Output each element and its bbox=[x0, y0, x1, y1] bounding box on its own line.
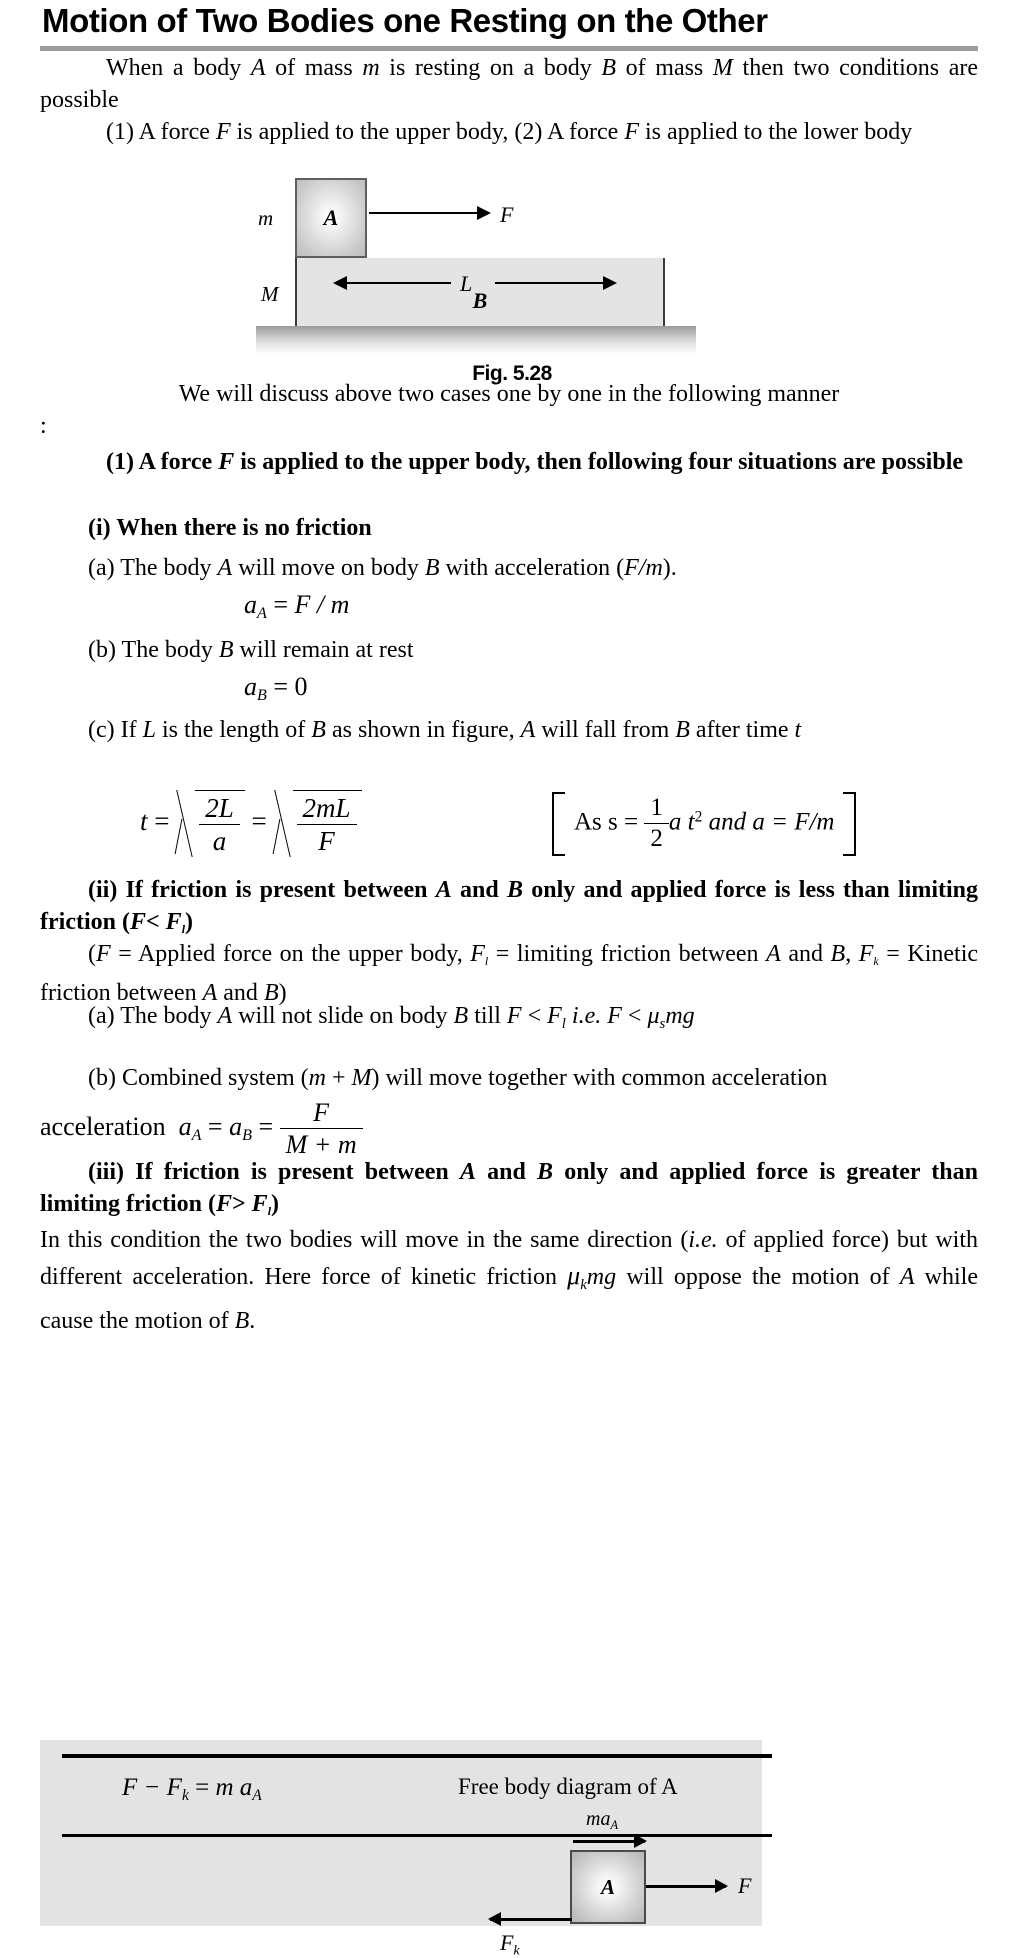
para-iii-mg: mg bbox=[586, 1264, 617, 1290]
fbd-ma-label bbox=[586, 1808, 618, 1833]
defs-t6: = limiting friction between bbox=[488, 941, 767, 967]
case-1-var-F: F bbox=[218, 449, 235, 475]
eq-aB-lhs: a bbox=[244, 672, 257, 701]
sub-ii-number: (ii) bbox=[88, 877, 118, 903]
item-a1-t1: The body bbox=[114, 555, 218, 581]
equation-time-note bbox=[552, 792, 856, 856]
item-c1-t5: as shown in figure, bbox=[325, 717, 521, 743]
sub-ii-sub-l: l bbox=[181, 922, 186, 937]
sub-iii-sub-l: l bbox=[267, 1204, 272, 1219]
defs-t15: and bbox=[217, 980, 264, 1007]
figure-block-a-label: A bbox=[323, 205, 339, 230]
intro-var-A: A bbox=[250, 55, 266, 81]
sub-i-number: (i) bbox=[88, 515, 111, 541]
eq-aA-lhs: a bbox=[244, 590, 257, 619]
para-iii-t3: of applied force) but with different acceleration. Here force of kinetic friction bbox=[40, 1227, 978, 1290]
after-figure-line-2: : bbox=[40, 413, 47, 439]
equation-a-A bbox=[244, 590, 349, 623]
item-a2-mu: μ bbox=[647, 1003, 660, 1029]
item-a1-t5: with acceleration ( bbox=[439, 555, 625, 581]
item-c1-number: (c) bbox=[88, 717, 115, 743]
item-a2-number: (a) bbox=[88, 1003, 115, 1029]
eq-time-num-1: 2L bbox=[199, 793, 240, 825]
note-num: 1 bbox=[644, 794, 669, 824]
paragraph-iii bbox=[40, 1222, 978, 1339]
sub-ii-t7: < bbox=[145, 909, 166, 935]
defs-var-B2: B bbox=[263, 980, 279, 1007]
figure-length-label: L bbox=[460, 271, 473, 296]
sqrt-1 bbox=[176, 790, 245, 857]
defs-var-F1: F bbox=[96, 941, 111, 967]
para-iii-t7: will oppose the motion of bbox=[616, 1264, 900, 1290]
figure-5-28 bbox=[250, 178, 690, 348]
case-list-text-3: is applied to the lower body bbox=[639, 119, 913, 145]
item-a2-t7: < bbox=[521, 1003, 548, 1029]
eq-time-den-2: F bbox=[318, 826, 335, 857]
para-iii-var-B: B bbox=[234, 1307, 250, 1334]
sub-iii-var-F1: F bbox=[215, 1191, 232, 1217]
item-c1-t9: after time bbox=[689, 717, 795, 743]
sub-i-heading bbox=[40, 512, 978, 544]
fbd-eq-minus: − bbox=[137, 1774, 167, 1801]
fbd-eq-rhs: m a bbox=[215, 1774, 253, 1801]
case-list-text-1: (1) A force bbox=[106, 119, 216, 145]
sub-iii-t1: If friction is present between bbox=[124, 1159, 460, 1185]
sub-ii-t1: If friction is present between bbox=[117, 877, 436, 903]
eq-common-rel-1: = bbox=[201, 1112, 230, 1142]
item-a2-ie: i.e. bbox=[565, 1003, 602, 1029]
fbd-ma-arrow-icon bbox=[573, 1840, 645, 1843]
figure-caption: Fig. 5.28 bbox=[472, 362, 552, 385]
item-a2-var-A: A bbox=[217, 1003, 233, 1029]
figure-force-label: F bbox=[500, 202, 514, 227]
sub-iii-var-F2: F bbox=[251, 1191, 268, 1217]
eq-common-a2-sub: B bbox=[242, 1127, 252, 1145]
intro-paragraph-1 bbox=[40, 52, 978, 116]
case-1-text-1: A force bbox=[133, 449, 219, 475]
eq-time-den-1: a bbox=[212, 826, 227, 857]
note-mid: a t bbox=[668, 808, 695, 836]
para-iii-t1: In this condition the two bodies will move in the same direction ( bbox=[40, 1227, 689, 1253]
fbd-friction-label bbox=[500, 1930, 520, 1958]
sub-iii-var-A: A bbox=[459, 1159, 476, 1185]
eq-aA-rhs: F / m bbox=[294, 590, 350, 619]
force-arrow-icon bbox=[369, 212, 489, 214]
intro-text-3: is resting on a body bbox=[379, 55, 602, 81]
fbd-equation bbox=[122, 1774, 262, 1805]
eq-common-den: M + m bbox=[285, 1129, 357, 1159]
item-a2-F3: F bbox=[601, 1003, 622, 1029]
sub-iii-t3: and bbox=[475, 1159, 538, 1185]
item-a2-sub-s: s bbox=[659, 1015, 666, 1032]
item-b2-var-m: m bbox=[308, 1065, 326, 1091]
fbd-eq-F: F bbox=[122, 1774, 138, 1801]
fbd-ma-sub: A bbox=[610, 1817, 619, 1832]
item-c1-var-L: L bbox=[142, 717, 156, 743]
item-c1-var-B1: B bbox=[311, 717, 326, 743]
item-a1-var-A: A bbox=[217, 555, 233, 581]
item-a1-t3: will move on body bbox=[232, 555, 425, 581]
fbd-force-label: F bbox=[738, 1873, 752, 1898]
sub-ii-t5: only and applied force is less than limiting friction ( bbox=[40, 877, 978, 935]
defs-t10: , bbox=[845, 941, 859, 967]
intro-text-4: of mass bbox=[616, 55, 713, 81]
item-a2-var-F2: F bbox=[547, 1003, 562, 1029]
item-c1-var-B2: B bbox=[675, 717, 690, 743]
eq-time-rel-2: = bbox=[244, 805, 274, 836]
note-half-fraction bbox=[644, 794, 669, 854]
item-b2-t3: + bbox=[325, 1065, 352, 1091]
defs-t3: = Applied force on the upper body, bbox=[110, 941, 471, 967]
item-c1-t7: will fall from bbox=[535, 717, 676, 743]
eq-common-a1-sub: A bbox=[191, 1127, 202, 1145]
para-iii-sub-k: k bbox=[580, 1276, 587, 1293]
fbd-force-arrow-icon bbox=[646, 1885, 726, 1888]
fbd-block-a-label: A bbox=[600, 1874, 615, 1899]
figure-ground-surface bbox=[256, 326, 696, 354]
fbd-friction-text: F bbox=[500, 1930, 514, 1955]
item-a1-expr: F/m bbox=[624, 555, 663, 581]
length-arrow-left-icon bbox=[335, 282, 451, 284]
intro-paragraph-2 bbox=[40, 116, 978, 148]
eq-common-a2: a bbox=[229, 1112, 243, 1142]
item-a1-var-B: B bbox=[424, 555, 440, 581]
equation-time bbox=[140, 790, 362, 857]
defs-var-A2: A bbox=[202, 980, 218, 1007]
figure-block-b bbox=[295, 258, 665, 328]
sub-ii-var-B: B bbox=[506, 877, 523, 903]
item-c1-var-t: t bbox=[794, 717, 802, 743]
item-a1 bbox=[40, 552, 978, 584]
note-post: and a = F/m bbox=[702, 808, 835, 836]
fbd-eq-Fk-sub: k bbox=[181, 1786, 189, 1804]
equation-a-B bbox=[244, 672, 308, 705]
defs-var-B1: B bbox=[830, 941, 846, 967]
item-b2-t1: Combined system ( bbox=[115, 1065, 309, 1091]
item-b1-var-B: B bbox=[218, 637, 234, 663]
item-b1 bbox=[40, 634, 978, 666]
defs-t17: ) bbox=[278, 980, 287, 1007]
fbd-eq-rhs-sub: A bbox=[252, 1786, 262, 1804]
intro-text-2: of mass bbox=[265, 55, 363, 81]
item-a2-mg: mg bbox=[665, 1003, 695, 1029]
item-a2-var-F1: F bbox=[506, 1003, 522, 1029]
item-b1-t3: will remain at rest bbox=[233, 637, 414, 663]
case-var-F1: F bbox=[215, 119, 231, 145]
note-pre: As s = bbox=[574, 808, 645, 836]
sub-ii-t3: and bbox=[451, 877, 507, 903]
sub-iii-var-B: B bbox=[537, 1159, 554, 1185]
item-b2-number: (b) bbox=[88, 1065, 116, 1091]
item-a2-var-B: B bbox=[453, 1003, 469, 1029]
bracket-note bbox=[552, 792, 856, 856]
intro-var-M: M bbox=[712, 55, 733, 81]
note-sup: 2 bbox=[694, 808, 703, 826]
item-b1-t1: The body bbox=[115, 637, 219, 663]
figure-label-M: M bbox=[261, 282, 279, 306]
item-b2-t5: ) will move together with common acceleration bbox=[371, 1065, 828, 1091]
item-a2-t5: till bbox=[468, 1003, 507, 1029]
item-a2-t1: The body bbox=[114, 1003, 218, 1029]
intro-var-B: B bbox=[601, 55, 617, 81]
eq-common-rel-2: = bbox=[251, 1112, 280, 1142]
sub-iii-t10: ) bbox=[271, 1191, 280, 1217]
figure-label-m: m bbox=[258, 206, 274, 230]
fbd-eq-rel: = bbox=[188, 1774, 216, 1801]
para-iii-var-A: A bbox=[899, 1264, 915, 1290]
length-arrow-right-icon bbox=[495, 282, 615, 284]
defs-var-A1: A bbox=[766, 941, 781, 967]
case-1-text-2: is applied to the upper body, then following four situations are possible bbox=[234, 449, 964, 475]
eq-time-num-2: 2mL bbox=[297, 793, 357, 825]
eq-time-lhs: t bbox=[140, 805, 148, 836]
para-iii-mu: μ bbox=[567, 1261, 581, 1290]
fbd-middle-rule bbox=[62, 1834, 772, 1837]
fbd-block-a bbox=[570, 1850, 646, 1924]
para-iii-t11: . bbox=[249, 1307, 256, 1334]
sub-ii-heading bbox=[40, 874, 978, 945]
item-a1-number: (a) bbox=[88, 555, 115, 581]
fbd-ma-text: ma bbox=[586, 1808, 611, 1830]
eq-aA-rel: = bbox=[266, 590, 295, 619]
case-1-heading bbox=[40, 446, 978, 478]
defs-sub-l: l bbox=[484, 954, 489, 969]
case-list-text-2: is applied to the upper body, (2) A force bbox=[230, 119, 625, 145]
defs-var-F3: F bbox=[858, 941, 874, 967]
eq-aB-sub: B bbox=[257, 687, 267, 705]
fbd-friction-arrow-icon bbox=[490, 1918, 572, 1921]
case-1-number: (1) bbox=[106, 449, 134, 475]
item-a2-t12: < bbox=[621, 1003, 648, 1029]
fbd-top-rule bbox=[62, 1754, 772, 1758]
sub-iii-number: (iii) bbox=[88, 1159, 124, 1185]
sub-iii-t7: > bbox=[231, 1191, 252, 1217]
item-a2 bbox=[40, 1000, 978, 1040]
item-c1-var-A: A bbox=[520, 717, 536, 743]
item-b1-number: (b) bbox=[88, 637, 116, 663]
item-a1-t7: ). bbox=[662, 555, 677, 581]
eq-common-fraction bbox=[280, 1098, 363, 1160]
note-den: 2 bbox=[650, 824, 663, 852]
eq-aA-sub: A bbox=[257, 605, 267, 623]
intro-var-m: m bbox=[362, 55, 380, 81]
sub-ii-var-F2: F bbox=[165, 909, 182, 935]
friction-definitions bbox=[40, 938, 978, 1009]
fbd-caption: Free body diagram of A bbox=[458, 1774, 678, 1799]
para-iii-ie: i.e. bbox=[688, 1227, 718, 1253]
defs-sub-k: k bbox=[873, 954, 879, 969]
figure-block-a bbox=[295, 178, 367, 258]
item-b2 bbox=[40, 1062, 978, 1094]
equation-common-acceleration: acceleration $a_A = a_B$ = $\frac{F}{M + m}$ bbox=[40, 1098, 363, 1160]
item-a2-sub-l: l bbox=[561, 1015, 566, 1032]
page-title: Motion of Two Bodies one Resting on the Other bbox=[42, 2, 768, 39]
eq-common-num: F bbox=[280, 1098, 363, 1129]
sub-ii-var-F1: F bbox=[129, 909, 146, 935]
eq-common-a1: a bbox=[178, 1112, 192, 1142]
sub-iii-heading bbox=[40, 1156, 978, 1227]
item-b2-var-M: M bbox=[351, 1065, 372, 1091]
eq-aB-rel: = 0 bbox=[266, 672, 308, 701]
case-var-F2: F bbox=[624, 119, 639, 145]
intro-text-5: then two conditions are possible bbox=[40, 55, 978, 113]
defs-t1: ( bbox=[88, 941, 96, 967]
fbd-eq-Fk: F bbox=[166, 1774, 182, 1801]
fbd-friction-sub: k bbox=[513, 1942, 520, 1958]
free-body-diagram-panel bbox=[40, 1740, 762, 1958]
eq-time-rel-1: = bbox=[147, 805, 177, 836]
title-divider bbox=[40, 46, 978, 51]
item-c1-t1: If bbox=[114, 717, 143, 743]
sqrt-2 bbox=[274, 790, 362, 857]
sub-ii-t10: ) bbox=[185, 909, 194, 935]
defs-t8: and bbox=[780, 941, 831, 967]
para-iii-t9: while cause the motion of bbox=[40, 1264, 978, 1334]
item-a2-t3: will not slide on body bbox=[232, 1003, 454, 1029]
item-c1 bbox=[40, 714, 978, 746]
after-figure-line-1: We will discuss above two cases one by one in the following manner bbox=[178, 381, 840, 407]
sub-iii-t5: only and applied force is greater than limiting friction ( bbox=[40, 1159, 978, 1217]
figure-block-b-label: B bbox=[472, 288, 488, 313]
sub-ii-var-A: A bbox=[435, 877, 452, 903]
defs-var-F2: F bbox=[470, 941, 485, 967]
intro-text-1: When a body bbox=[106, 55, 251, 81]
item-c1-t3: is the length of bbox=[155, 717, 312, 743]
sub-i-text: When there is no friction bbox=[110, 515, 372, 541]
defs-t13: = Kinetic friction between bbox=[40, 941, 979, 1007]
